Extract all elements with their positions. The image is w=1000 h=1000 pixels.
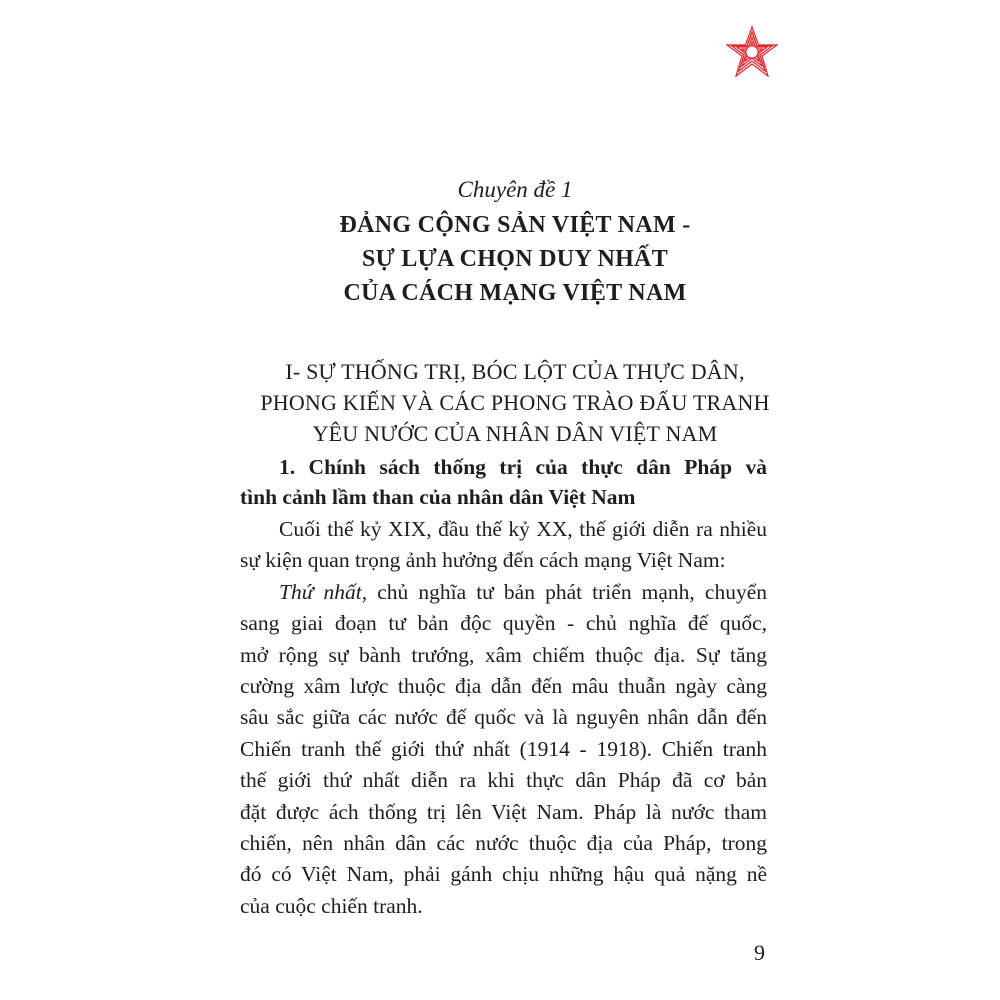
- section-heading-line: YÊU NƯỚC CỦA NHÂN DÂN VIỆT NAM: [312, 421, 718, 446]
- chapter-kicker: Chuyên đề 1: [457, 177, 573, 202]
- publisher-star-logo: [722, 24, 782, 82]
- body-line: thế giới thứ nhất diễn ra khi thực dân Pháp đã cơ bản: [240, 768, 767, 793]
- subsection-heading-line: 1. Chính sách thống trị của thực dân Pháp và: [279, 455, 767, 479]
- section-heading: [240, 356, 790, 449]
- body-line: Chiến tranh thế giới thứ nhất (1914 - 1918). Chiến tranh: [240, 736, 767, 761]
- body-line: đặt được ách thống trị lên Việt Nam. Pháp là nước tham: [240, 799, 767, 824]
- page-number: 9: [754, 940, 765, 965]
- chapter-title: [240, 208, 790, 310]
- chapter-title-line: ĐẢNG CỘNG SẢN VIỆT NAM -: [339, 212, 691, 238]
- body-line: [240, 577, 767, 608]
- body-line: của cuộc chiến tranh.: [240, 893, 423, 918]
- body-line-text: chủ nghĩa tư bản phát triển mạnh, chuyển: [367, 579, 767, 604]
- body-text: [240, 514, 767, 922]
- emphasis-text: Thứ nhất,: [279, 579, 368, 604]
- body-line: chiến, nên nhân dân các nước thuộc địa của Pháp, trong: [240, 831, 767, 856]
- chapter-title-line: SỰ LỰA CHỌN DUY NHẤT: [361, 246, 668, 272]
- body-line: đó có Việt Nam, phải gánh chịu những hậu quả nặng nề: [240, 862, 767, 887]
- body-line: sự kiện quan trọng ảnh hưởng đến cách mạng Việt Nam:: [240, 548, 726, 573]
- chapter-title-line: CỦA CÁCH MẠNG VIỆT NAM: [343, 280, 687, 306]
- body-line: sang giai đoạn tư bản độc quyền - chủ nghĩa đế quốc,: [240, 611, 767, 636]
- body-line: sâu sắc giữa các nước đế quốc và là nguyên nhân dẫn đến: [240, 705, 767, 730]
- body-line: Cuối thế kỷ XIX, đầu thế kỷ XX, thế giới diễn ra nhiều: [279, 517, 767, 541]
- body-line: cường xâm lược thuộc địa dẫn đến mâu thuẫn ngày càng: [240, 674, 767, 699]
- subsection-heading-line: tình cảnh lầm than của nhân dân Việt Nam: [240, 485, 636, 509]
- subsection-heading: [240, 452, 767, 512]
- body-line: mở rộng sự bành trướng, xâm chiếm thuộc địa. Sự tăng: [240, 642, 767, 667]
- section-heading-line: PHONG KIẾN VÀ CÁC PHONG TRÀO ĐẤU TRANH: [260, 390, 770, 415]
- section-heading-line: I- SỰ THỐNG TRỊ, BÓC LỘT CỦA THỰC DÂN,: [285, 359, 745, 384]
